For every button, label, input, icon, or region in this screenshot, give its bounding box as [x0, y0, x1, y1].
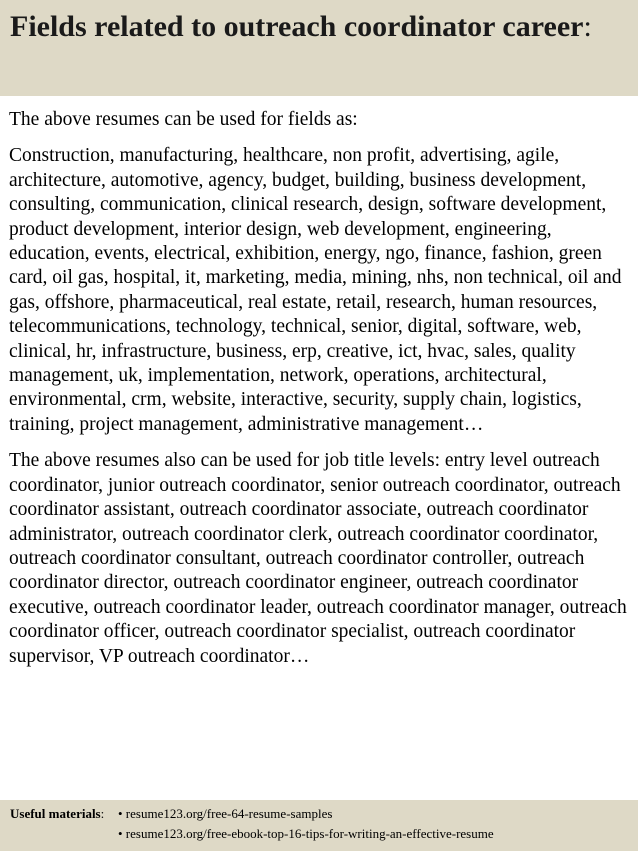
- useful-materials-links: [118, 804, 494, 844]
- intro-text: The above resumes can be used for fields as:: [9, 109, 358, 130]
- page-title-colon: :: [583, 10, 592, 43]
- resume-samples-link[interactable]: • resume123.org/free-64-resume-samples: [118, 806, 333, 821]
- fields-list-text: Construction, manufacturing, healthcare, non profit, advertising, agile, architecture, automotive, agency, budget, building, business development, consulting, communication, clinical research, design, software development, product development, interior design, web development, engineering, education, events, electrical, exhibition, energy, ngo, finance, fashion, green card, oil gas, hospital, it, marketing, media, mining, nhs, non technical, oil and gas, offshore, pharmaceutical, real estate, retail, research, human resources, telecommunications, technology, technical, senior, digital, software, web, clinical, hr, infrastructure, business, erp, creative, ict, hvac, sales, quality management, uk, implementation, network, operations, architectural, environmental, crm, website, interactive, security, supply chain, logistics, training, project management, administrative management…: [9, 145, 622, 435]
- page-title-text: Fields related to outreach coordinator career: [10, 10, 584, 43]
- page-title: [10, 8, 628, 46]
- useful-materials-label: [10, 804, 118, 844]
- useful-materials-label-text: Useful materials: [10, 806, 101, 821]
- title-band: [0, 0, 638, 96]
- ebook-tips-link[interactable]: • resume123.org/free-ebook-top-16-tips-for-writing-an-effective-resume: [118, 826, 494, 841]
- footer-band: [0, 800, 638, 851]
- job-levels-text: The above resumes also can be used for job title levels: entry level outreach coordinator, junior outreach coordinator, senior outreach coordinator, outreach coordinator assistant, outreach coordinator associate, outreach coordinator administrator, outreach coordinator clerk, outreach coordinator coordinator, outreach coordinator consultant, outreach coordinator controller, outreach coordinator director, outreach coordinator engineer, outreach coordinator executive, outreach coordinator leader, outreach coordinator manager, outreach coordinator officer, outreach coordinator specialist, outreach coordinator supervisor, VP outreach coordinator…: [9, 450, 627, 667]
- useful-materials: [10, 804, 638, 844]
- body-content: [0, 96, 638, 669]
- useful-materials-colon: :: [100, 806, 105, 821]
